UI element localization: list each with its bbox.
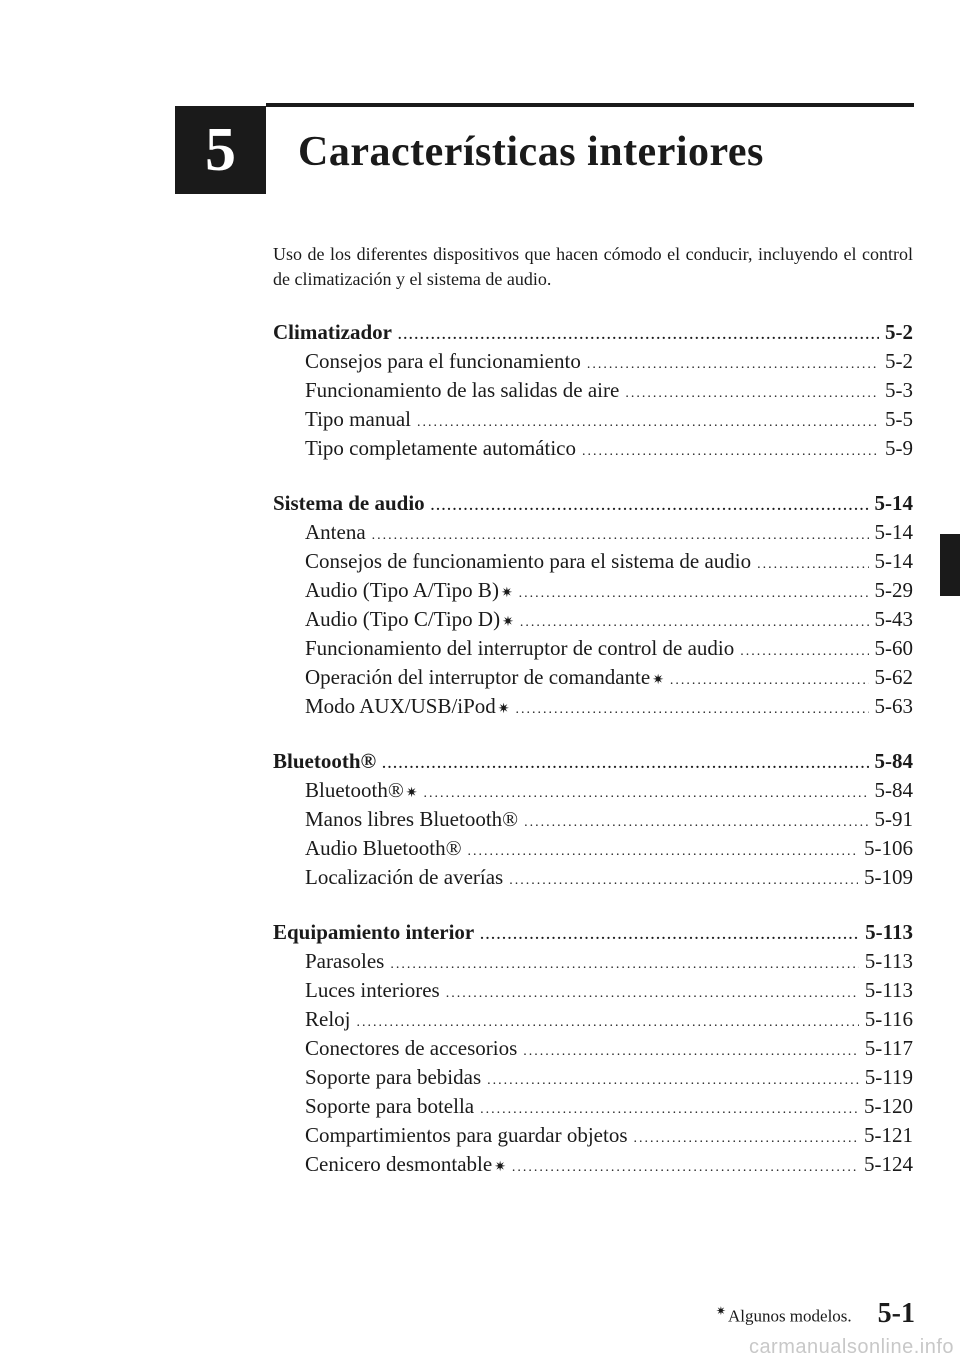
toc-section [273,920,913,1181]
toc-entry[interactable] [273,436,913,465]
toc-entry-page: 5-113 [864,978,913,1002]
toc-entry-page: 5-5 [885,407,913,431]
toc-entry-label: Reloj [305,1007,351,1031]
toc-entry-page: 5-60 [874,636,913,660]
toc-entry[interactable] [273,378,913,407]
toc-heading-page: 5-84 [874,749,913,773]
toc-entry[interactable] [273,1123,913,1152]
toc-entry-page: 5-116 [864,1007,913,1031]
toc-entry-label: Soporte para bebidas [305,1065,482,1089]
dot-leader [446,986,859,1002]
toc-entry-label: Audio (Tipo A/Tipo B) [305,578,499,602]
dot-leader [357,1015,859,1031]
toc-entry[interactable] [273,1094,913,1123]
dot-leader [390,957,858,973]
toc-entry-page: 5-106 [864,836,913,860]
toc-entry-page: 5-117 [864,1036,913,1060]
dot-leader [468,844,858,860]
toc-heading-label: Bluetooth® [273,749,377,773]
footnote-text: Algunos modelos. [727,1307,852,1326]
toc-heading-page: 5-14 [874,491,913,515]
dot-leader [670,673,869,689]
toc-entry-label: Soporte para botella [305,1094,475,1118]
watermark: carmanualsonline.info [748,1336,954,1358]
toc-entry-label: Localización de averías [305,865,504,889]
dot-leader [372,528,869,544]
toc-entry-page: 5-29 [874,578,913,602]
dot-leader [520,615,869,631]
toc-entry-label: Funcionamiento de las salidas de aire [305,378,620,402]
toc-entry-label: Tipo manual [305,407,411,431]
toc-entry[interactable] [273,520,913,549]
toc-heading[interactable] [273,749,913,778]
toc-entry-page: 5-124 [864,1152,913,1176]
toc-entry[interactable] [273,694,913,723]
dot-leader [740,644,868,660]
toc-entry-label: Cenicero desmontable [305,1152,493,1176]
toc-heading[interactable] [273,491,913,520]
toc-section [273,749,913,894]
chapter-side-tab [940,534,960,596]
star-icon: ✷ [497,702,510,717]
toc-entry[interactable] [273,578,913,607]
toc-entry-page: 5-119 [864,1065,913,1089]
toc-entry[interactable] [273,1036,913,1065]
dot-leader [634,1131,859,1147]
toc-entry[interactable] [273,949,913,978]
toc-entry-label: Luces interiores [305,978,440,1002]
toc-entry-label: Manos libres Bluetooth® [305,807,519,831]
toc-entry-label: Consejos de funcionamiento para el sistema de audio [305,549,752,573]
toc-entry-label: Tipo completamente automático [305,436,577,460]
star-icon: ✷ [652,673,664,688]
toc-entry-page: 5-62 [874,665,913,689]
dot-leader [480,928,859,944]
dot-leader [480,1102,858,1118]
toc-heading[interactable] [273,320,913,349]
toc-entry[interactable] [273,865,913,894]
dot-leader [417,415,879,431]
toc-entry-label: Compartimientos para guardar objetos [305,1123,628,1147]
dot-leader [487,1073,859,1089]
toc-entry[interactable] [273,549,913,578]
dot-leader [516,702,869,718]
toc-entry-label: Parasoles [305,949,385,973]
toc-entry[interactable] [273,778,913,807]
toc-entry[interactable] [273,665,913,694]
toc-entry-page: 5-109 [864,865,913,889]
toc-entry[interactable] [273,407,913,436]
toc-entry-page: 5-113 [864,949,913,973]
toc-entry-label: Funcionamiento del interruptor de control de audio [305,636,735,660]
toc-entry-label: Operación del interruptor de comandante [305,665,651,689]
dot-leader [524,815,868,831]
dot-leader [424,786,869,802]
toc-entry-label: Consejos para el funcionamiento [305,349,581,373]
toc-entry-page: 5-9 [885,436,913,460]
dot-leader [382,757,868,773]
toc-heading[interactable] [273,920,913,949]
dot-leader [431,499,869,515]
dot-leader [582,444,879,460]
star-icon: ✷ [494,1160,506,1175]
dot-leader [519,586,869,602]
title-rule [266,103,914,107]
toc-heading-label: Sistema de audio [273,491,425,515]
toc-heading-label: Equipamiento interior [273,920,475,944]
dot-leader [509,873,858,889]
table-of-contents [273,320,913,1207]
toc-entry[interactable] [273,1152,913,1181]
toc-heading-page: 5-113 [865,920,913,944]
toc-entry[interactable] [273,607,913,636]
toc-entry[interactable] [273,836,913,865]
toc-entry[interactable] [273,807,913,836]
toc-section [273,491,913,723]
toc-entry-page: 5-121 [864,1123,913,1147]
toc-section [273,320,913,465]
page-number: 5-1 [877,1298,915,1329]
chapter-title: Características interiores [298,129,764,175]
chapter-number-box [175,106,266,194]
toc-entry-page: 5-91 [874,807,913,831]
toc-entry-page: 5-63 [874,694,913,718]
chapter-number: 5 [205,115,236,184]
star-icon: ✷ [405,786,418,801]
toc-entry[interactable] [273,1007,913,1036]
toc-entry-page: 5-84 [874,778,913,802]
dot-leader [625,386,879,402]
toc-entry[interactable] [273,636,913,665]
toc-entry-page: 5-14 [874,549,913,573]
dot-leader [523,1044,859,1060]
toc-heading-page: 5-2 [885,320,913,344]
toc-entry-page: 5-120 [864,1094,913,1118]
footnote [716,1304,852,1327]
toc-entry-label: Modo AUX/USB/iPod [305,694,496,718]
toc-entry-label: Conectores de accesorios [305,1036,518,1060]
toc-entry-label: Antena [305,520,366,544]
toc-entry-label: Audio (Tipo C/Tipo D) [305,607,501,631]
footnote-star-icon: ✷ [715,1304,726,1319]
dot-leader [587,357,879,373]
dot-leader [398,328,879,344]
toc-entry-page: 5-43 [874,607,913,631]
star-icon: ✷ [500,586,513,601]
toc-entry[interactable] [273,978,913,1007]
dot-leader [512,1160,858,1176]
star-icon: ✷ [502,615,514,630]
toc-entry-page: 5-14 [874,520,913,544]
toc-entry-label: Audio Bluetooth® [305,836,462,860]
toc-entry-label: Bluetooth® [305,778,404,802]
dot-leader [757,557,868,573]
toc-entry[interactable] [273,349,913,378]
page-footer [716,1298,915,1330]
toc-entry[interactable] [273,1065,913,1094]
toc-entry-page: 5-2 [885,349,913,373]
chapter-intro: Uso de los diferentes dispositivos que hacen cómodo el conducir, incluyendo el control de climatización y el sistema de audio. [273,244,913,289]
toc-entry-page: 5-3 [885,378,913,402]
toc-heading-label: Climatizador [273,320,392,344]
